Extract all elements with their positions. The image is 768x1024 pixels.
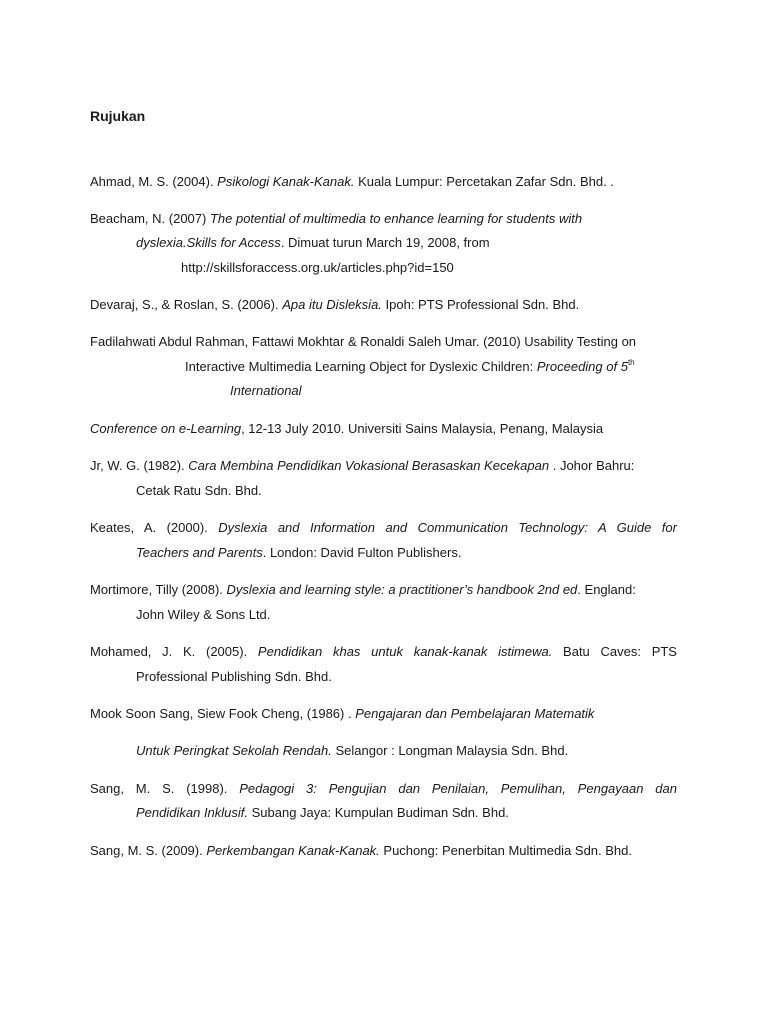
ref-text: Sang, M. S. (1998). [90, 781, 240, 796]
reference-sang1998-line1 [90, 781, 677, 797]
ref-superscript: th [627, 358, 635, 367]
ref-text: Professional Publishing Sdn. Bhd. [136, 669, 332, 684]
reference-jr-line1 [90, 458, 634, 474]
ref-text: , 12-13 July 2010. Universiti Sains Malaysia, Penang, Malaysia [241, 421, 604, 436]
ref-title: Cara Membina Pendidikan Vokasional Berasaskan Kecekapan [188, 458, 550, 473]
ref-title: Proceeding of 5 [536, 359, 628, 374]
ref-text: Selangor : Longman Malaysia Sdn. Bhd. [331, 743, 569, 758]
reference-mortimore-line2 [136, 607, 270, 623]
reference-jr-line2 [136, 483, 262, 499]
ref-text: Mortimore, Tilly (2008). [90, 582, 227, 597]
reference-mook-line2 [136, 743, 568, 759]
ref-title: Apa itu Disleksia. [282, 297, 382, 312]
reference-mortimore-line1 [90, 582, 636, 598]
reference-fadilahwati-line1 [90, 334, 636, 350]
ref-text: Keates, A. (2000). [90, 520, 219, 535]
reference-mohamed-line2 [136, 669, 332, 685]
ref-text: Interactive Multimedia Learning Object for Dyslexic Children: [185, 359, 537, 374]
ref-text: Jr, W. G. (1982). [90, 458, 189, 473]
ref-text: Sang, M. S. (2009). [90, 843, 207, 858]
ref-text: . England: [577, 582, 636, 597]
ref-text: Cetak Ratu Sdn. Bhd. [136, 483, 262, 498]
ref-text: Mook Soon Sang, Siew Fook Cheng, (1986) . [90, 706, 356, 721]
ref-text: Ahmad, M. S. (2004). [90, 174, 218, 189]
reference-keates-line2 [136, 545, 461, 561]
ref-text: . London: David Fulton Publishers. [262, 545, 462, 560]
ref-text: Mohamed, J. K. (2005). [90, 644, 258, 659]
reference-mook-line1 [90, 706, 594, 722]
ref-text: Beacham, N. (2007) [90, 211, 210, 226]
ref-title: Psikologi Kanak-Kanak. [217, 174, 355, 189]
ref-text: Ipoh: PTS Professional Sdn. Bhd. [381, 297, 580, 312]
ref-text: Fadilahwati Abdul Rahman, Fattawi Mokhtar & Ronaldi Saleh Umar. (2010) Usability Testing on [90, 334, 637, 349]
reference-beacham-url [181, 260, 454, 276]
reference-sang2009 [90, 843, 632, 859]
page-title: Rujukan [90, 108, 146, 124]
ref-text: . Johor Bahru: [549, 458, 635, 473]
ref-text: Kuala Lumpur: Percetakan Zafar Sdn. Bhd. . [354, 174, 614, 189]
ref-title: Pedagogi 3: Pengujian dan Penilaian, Pemulihan, Pengayaan dan [239, 781, 677, 796]
reference-beacham-line1 [90, 211, 582, 227]
reference-fadilahwati-line3 [230, 383, 302, 399]
ref-text: Devaraj, S., & Roslan, S. (2006). [90, 297, 283, 312]
ref-text: . Dimuat turun March 19, 2008, from [280, 235, 490, 250]
ref-text: Puchong: Penerbitan Multimedia Sdn. Bhd. [379, 843, 633, 858]
ref-title: Dyslexia and Information and Communication Technology: A Guide for [218, 520, 677, 535]
ref-title: Pengajaran dan Pembelajaran Matematik [355, 706, 595, 721]
ref-url: http://skillsforaccess.org.uk/articles.php?id=150 [181, 260, 454, 275]
ref-title: Pendidikan Inklusif. [136, 805, 249, 820]
reference-fadilahwati-line2 [185, 359, 635, 375]
ref-title: dyslexia.Skills for Access [136, 235, 281, 250]
ref-title: International [230, 383, 302, 398]
ref-title: Teachers and Parents [136, 545, 263, 560]
reference-sang1998-line2 [136, 805, 509, 821]
reference-beacham-line2 [136, 235, 490, 251]
ref-title: The potential of multimedia to enhance learning for students with [209, 211, 583, 226]
ref-text: Subang Jaya: Kumpulan Budiman Sdn. Bhd. [248, 805, 509, 820]
reference-keates-line1 [90, 520, 677, 536]
reference-ahmad [90, 174, 614, 190]
reference-fadilahwati-line4 [90, 421, 603, 437]
ref-title: Conference on e-Learning [90, 421, 242, 436]
ref-text: Batu Caves: PTS [552, 644, 677, 659]
reference-mohamed-line1 [90, 644, 677, 660]
ref-title: Dyslexia and learning style: a practitioner’s handbook 2nd ed [226, 582, 578, 597]
reference-devaraj [90, 297, 579, 313]
ref-title: Pendidikan khas untuk kanak-kanak istimewa. [257, 644, 553, 659]
ref-title: Perkembangan Kanak-Kanak. [206, 843, 380, 858]
ref-title: Untuk Peringkat Sekolah Rendah. [136, 743, 332, 758]
ref-text: John Wiley & Sons Ltd. [136, 607, 271, 622]
